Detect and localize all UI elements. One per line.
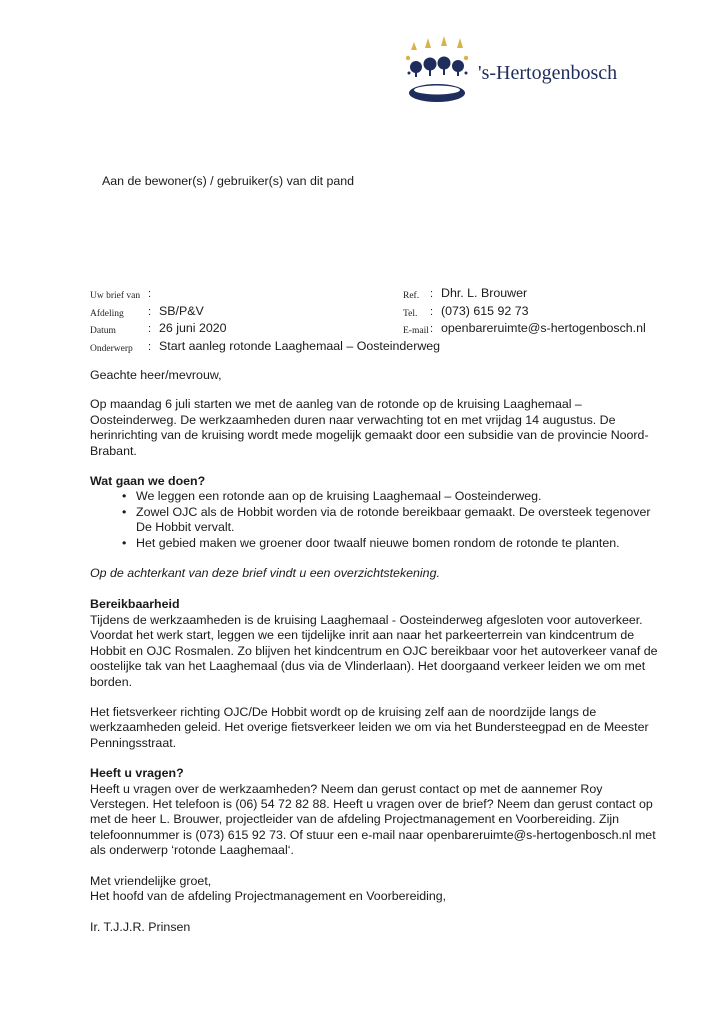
access-paragraph-2: Het fietsverkeer richting OJC/De Hobbit wordt op de kruising zelf aan de noordzijde langs de werkzaamheden geleid. Het overige fietsverkeer leiden we om via het Bundersteegpad en de Meester Penningsstraat. (90, 704, 649, 750)
meta-row-your-letter (90, 286, 420, 304)
questions-paragraph: Heeft u vragen over de werkzaamheden? Neem dan gerust contact op met de aannemer Roy Verstegen. Het telefoon is (06) 54 72 82 88. Heeft u vragen over de brief? Neem dan gerust contact op met de heer L. Brouwer, projectleider van de afdeling Projectmanagement en Voorbereiding. Zijn telefoonnummer is (073) 615 92 73. Of stuur een e-mail naar openbareruimte@s-hertogenbosch.nl met als onderwerp ‘rotonde Laaghemaal‘. (90, 781, 656, 858)
meta-colon: : (430, 323, 434, 335)
section-heading-access: Bereikbaarheid (90, 597, 180, 612)
meta-value: openbareruimte@s-hertogenbosch.nl (441, 321, 646, 335)
bullet-list (90, 489, 660, 551)
salutation: Geachte heer/mevrouw, (90, 368, 222, 382)
access-paragraph-1: Tijdens de werkzaamheden is de kruising Laaghemaal - Oosteinderweg afgesloten voor autoverkeer. Voordat het werk start, leggen we een tijdelijke inrit aan naar het parkeerterrein van kindcentrum de Hobbit en OJC Rosmalen. Zo blijven het kindcentrum en OJC bereikbaar voor het autoverkeer vanaf de oostelijke tak van het Laaghemaal (dus via de Vlinderlaan). Het doorgaand verkeer leiden we om met borden. (90, 612, 658, 689)
meta-colon: : (430, 305, 434, 318)
list-item: • Zowel OJC als de Hobbit worden via de rotonde bereikbaar gemaakt. De oversteek tegenover De Hobbit vervalt. (122, 504, 651, 535)
meta-value: Start aanleg rotonde Laaghemaal – Oosteinderweg (159, 338, 441, 353)
meta-row-date (90, 321, 420, 339)
meta-colon: : (430, 288, 434, 300)
section-heading-what: Wat gaan we doen? (90, 474, 206, 489)
letter-meta-right (403, 286, 663, 339)
meta-label: Datum (90, 326, 116, 336)
meta-label: E-mail (403, 326, 429, 336)
meta-row-phone (403, 304, 663, 322)
intro-paragraph: Op maandag 6 juli starten we met de aanleg van de rotonde op de kruising Laaghemaal – Oosteinderweg. De werkzaamheden duren naar verwachting tot en met vrijdag 14 augustus. De herinrichting van de kruising wordt mede mogelijk gemaakt door een subsidie van de provincie Noord-Brabant. (90, 397, 649, 458)
closing-block (90, 874, 660, 936)
meta-label: Ref. (403, 291, 420, 301)
list-item: • Het gebied maken we groener door twaalf nieuwe bomen rondom de rotonde te planten. (122, 535, 620, 550)
crown-emblem-icon (400, 36, 478, 111)
municipality-logo (400, 36, 650, 116)
letter-meta-left (90, 286, 441, 356)
meta-row-department (90, 304, 420, 322)
bullet-icon: • (122, 489, 127, 504)
meta-colon: : (148, 340, 152, 353)
meta-value: 26 juni 2020 (159, 321, 227, 335)
closing-greeting: Met vriendelijke groet, (90, 873, 212, 888)
bullet-icon: • (122, 535, 127, 550)
municipality-name: 's-Hertogenbosch (478, 62, 618, 84)
meta-value: Dhr. L. Brouwer (441, 286, 528, 300)
meta-value: (073) 615 92 73 (441, 303, 529, 318)
meta-label: Tel. (403, 308, 418, 319)
meta-row-email (403, 321, 663, 339)
meta-value: SB/P&V (159, 303, 204, 318)
meta-colon: : (148, 288, 152, 300)
meta-label: Uw brief van (90, 291, 141, 301)
addressee-line: Aan de bewoner(s) / gebruiker(s) van dit pand (102, 174, 355, 188)
meta-label: Afdeling (90, 308, 124, 319)
list-item: • We leggen een rotonde aan op de kruising Laaghemaal – Oosteinderweg. (122, 489, 542, 504)
letter-body (90, 368, 660, 936)
meta-label: Onderwerp (90, 343, 133, 354)
meta-colon: : (148, 305, 152, 318)
meta-colon: : (148, 323, 152, 335)
sender-title: Het hoofd van de afdeling Projectmanagement en Voorbereiding, (90, 888, 447, 903)
meta-row-subject (90, 338, 441, 357)
bullet-icon: • (122, 504, 127, 519)
section-heading-questions: Heeft u vragen? (90, 766, 184, 781)
signature-name: Ir. T.J.J.R. Prinsen (90, 920, 191, 935)
meta-row-ref (403, 286, 663, 304)
overview-note: Op de achterkant van deze brief vindt u een overzichtstekening. (90, 566, 440, 581)
